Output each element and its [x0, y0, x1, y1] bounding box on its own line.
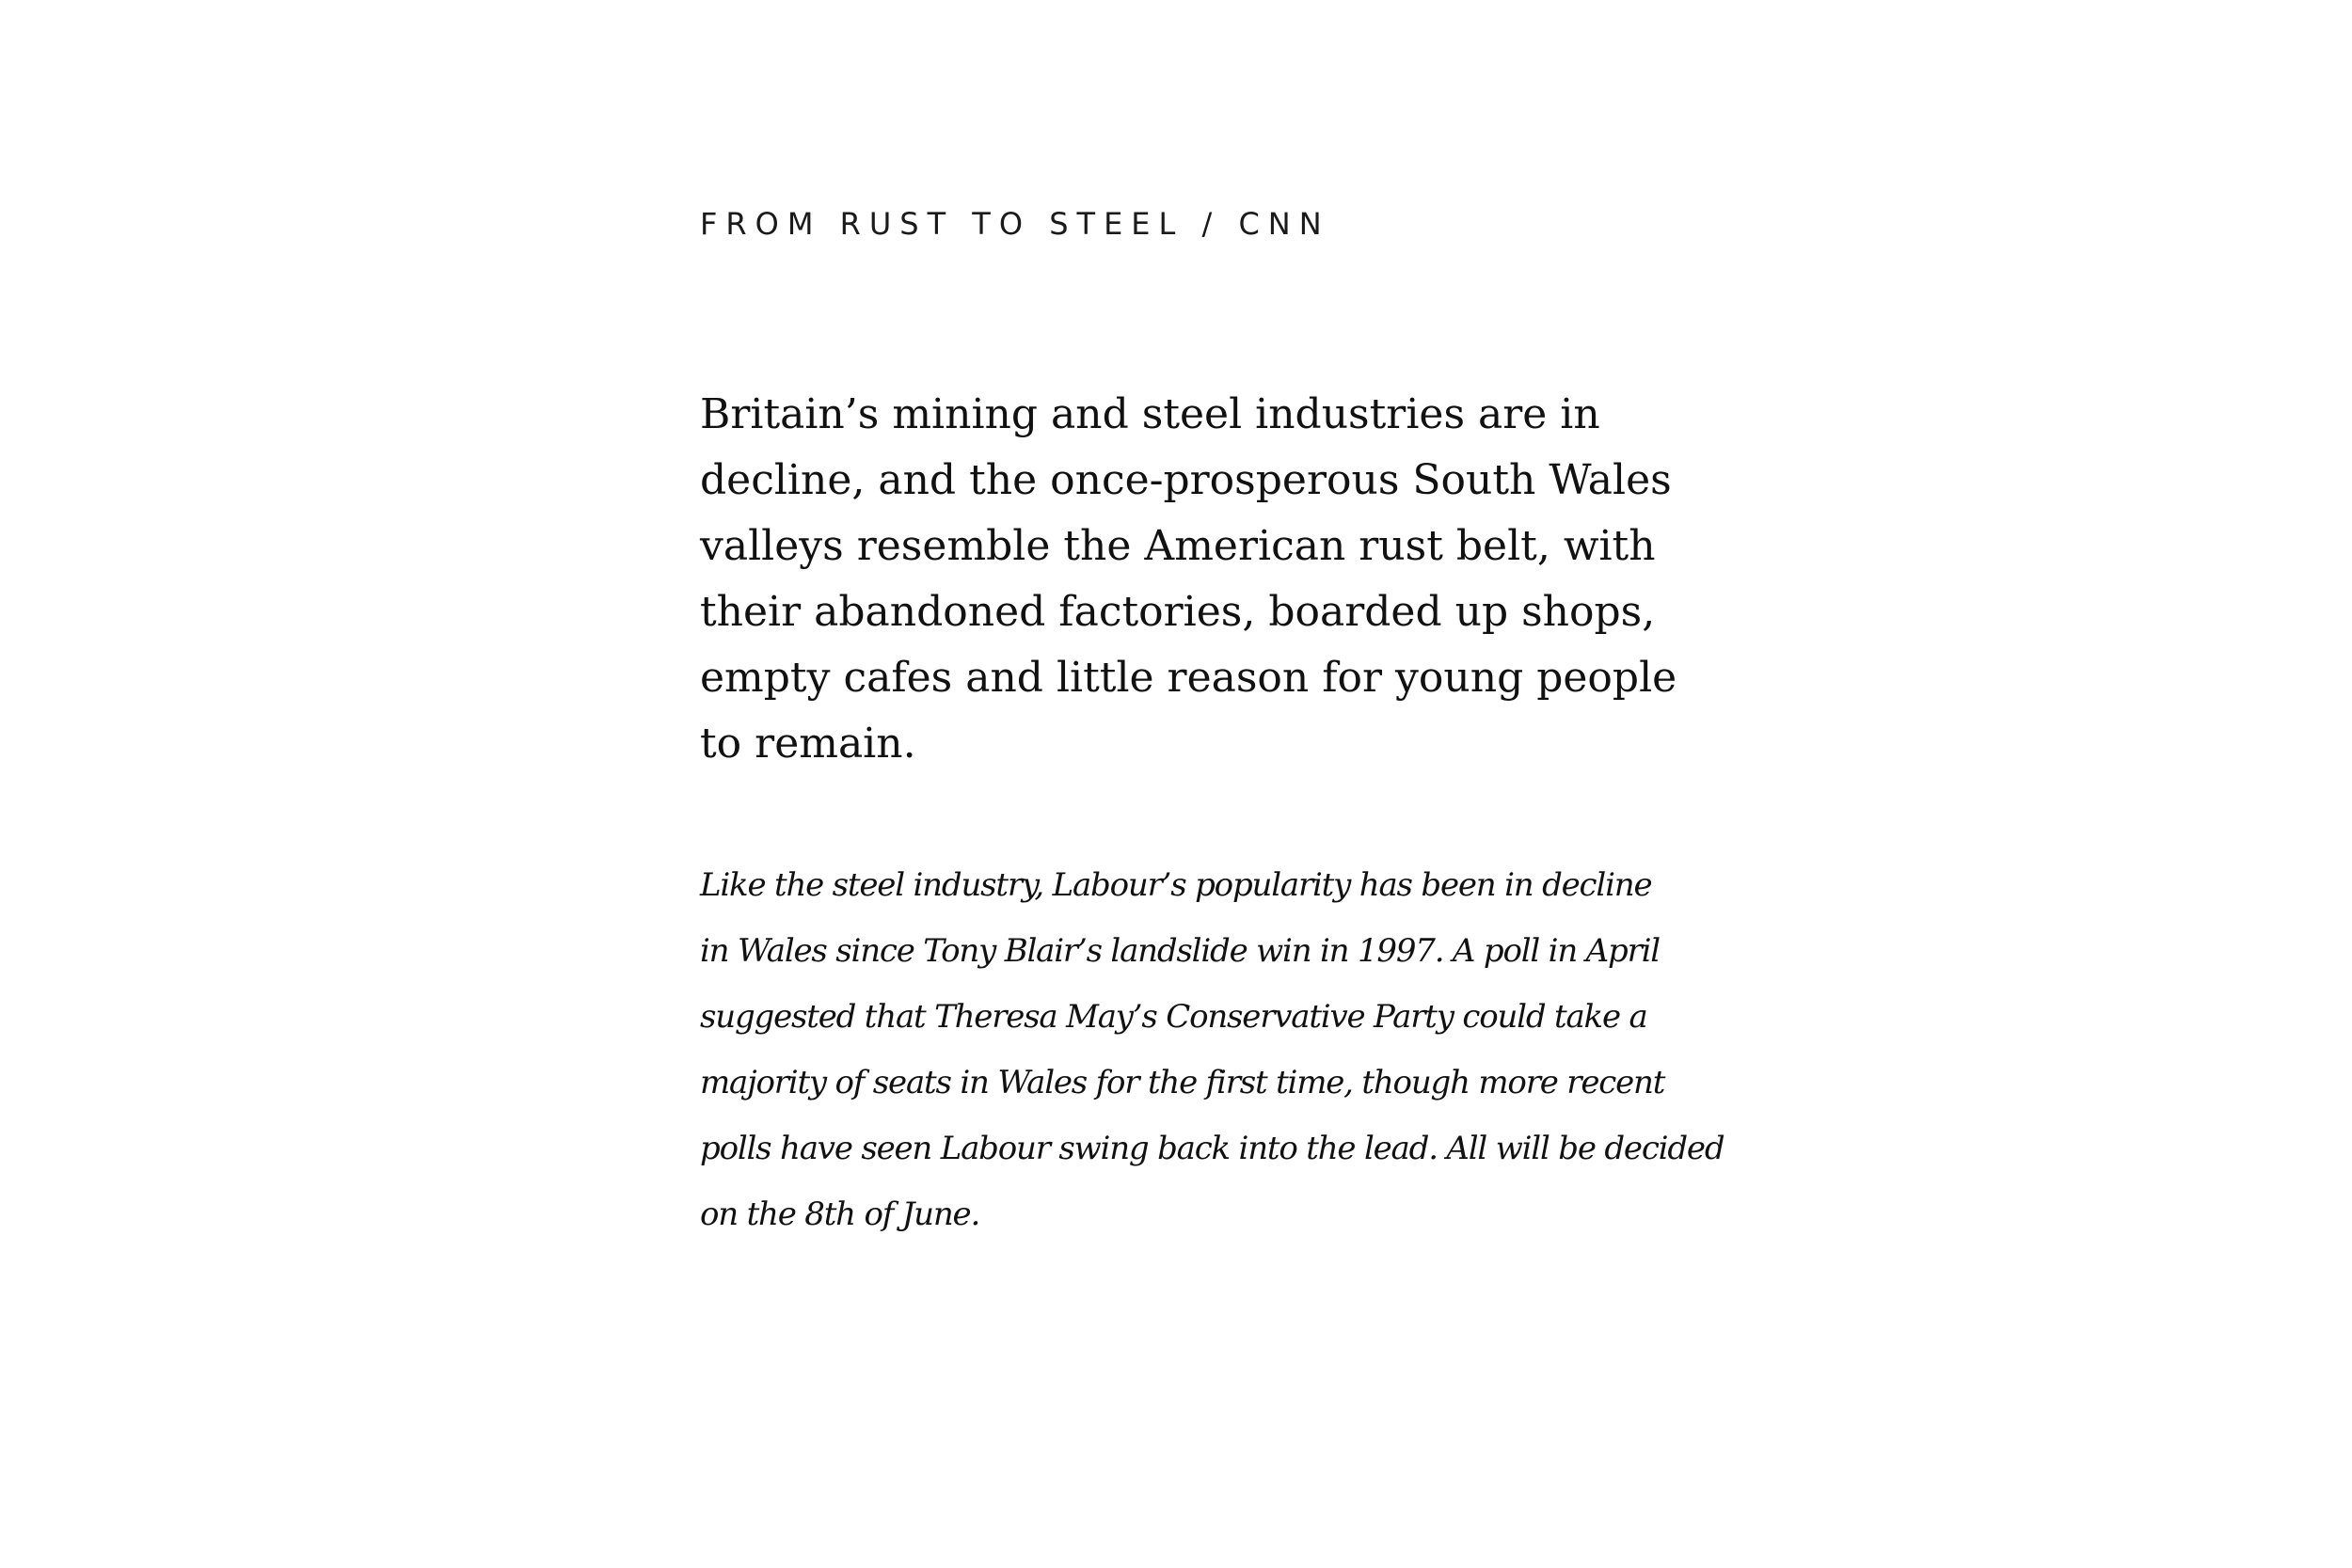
italic-line: majority of seats in Wales for the first time, though more recent: [700, 1064, 1665, 1101]
italic-line: polls have seen Labour swing back into the lead. All will be decided: [700, 1130, 1724, 1167]
italic-line: suggested that Theresa May’s Conservative Party could take a: [700, 998, 1647, 1036]
italic-line: Like the steel industry, Labour’s popularity has been in decline: [700, 866, 1652, 904]
italic-line: on the 8th of June.: [700, 1196, 980, 1233]
article-kicker: FROM RUST TO STEEL / CNN: [700, 206, 1330, 242]
lead-paragraph: [700, 382, 1697, 777]
lead-line: Britain’s mining and steel industries are in: [700, 390, 1600, 438]
lead-line: valleys resemble the American rust belt, with: [700, 522, 1656, 570]
lead-line: their abandoned factories, boarded up shops,: [700, 588, 1656, 636]
italic-line: in Wales since Tony Blair’s landslide win in 1997. A poll in April: [700, 932, 1660, 970]
lead-line: decline, and the once-prosperous South Wales: [700, 456, 1672, 504]
lead-line: empty cafes and little reason for young people: [700, 654, 1677, 702]
lead-line: to remain.: [700, 720, 916, 768]
italic-paragraph: [700, 852, 1724, 1247]
